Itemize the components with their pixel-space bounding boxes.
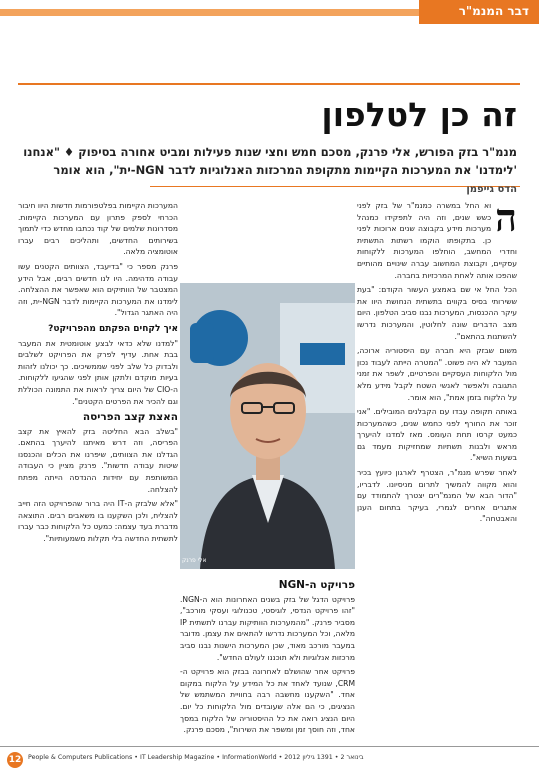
subheading-ngn: פרויקט ה-NGN bbox=[278, 579, 355, 591]
paragraph: "אלא שלבזק ה-IT היה ברור שהפרויקט הזה חייב להצליח, ולכן השקענו בו משאבים רבים. התוצאה מדברת בעד עצמה: כמעט כל הלקוחות כבר עברו לתשתית החדשה בלי תקלות משמעותיות". bbox=[18, 499, 178, 544]
paragraph: משום שבזק היא חברה עם היסטוריה ארוכה, המעבר לא היה פשוט. "המטרה הייתה לעבוד נכון מול הלקוחות העסקיים והפרטיים, לשפר את זמני התגובה ולאפשר לאנשי השטח לקבל מידע מלא על הלקוח בזמן אמת", הוא אומר. bbox=[357, 346, 517, 402]
paragraph: פרויקט אחר שהושלם לאחרונה בבזק הוא פרויקט ה-CRM, שנועד לאחד את כל המידע על הלקוח במקום אחד. "השקענו מחשבה רבה בחוויית המשתמש של הנציגים, כי הם אלה שעובדים מול הלקוחות כל יום. היום הנציג רואה את כל ההיסטוריה של הלקוח במסך אחד, וזה חוסך זמן ומשפר את השירות", מסכם פרנק. bbox=[180, 667, 355, 735]
paragraph: "למדנו שלא כדאי לבצע אוטומטית את המעבר בבת אחת. עדיף לפרק את הפרויקט לשלבים ולבדוק כל שלב לפני שממשיכים. כך יכולנו לזהות בעיות מוקדם ולתקן אותן לפני שהגיעו ללקוחות. ה-CIO של היום צריך לראות את התמונה הכוללת וגם להכיר את הפרטים הקטנים". bbox=[18, 338, 178, 406]
section-header-bar bbox=[0, 0, 539, 24]
section-label-box bbox=[419, 0, 539, 24]
photo-caption: אלי פרנק bbox=[182, 557, 207, 564]
byline: הדס גייפמן bbox=[466, 184, 517, 195]
article-column-left bbox=[18, 200, 178, 745]
paragraph: באותה תקופה עבדו עם הקבלנים המובילים. "אני זוכר את החורף לפני כחמש שנים, כשהמערכות כמעט קרסו תחת העומס. מאז למדנו להיערך מראש ולבנות תשתיות שמחזיקות מעמד גם בשעות השיא". bbox=[357, 407, 517, 463]
drop-cap: ה bbox=[495, 195, 517, 240]
headline: זה כן לטלפון bbox=[321, 95, 517, 134]
portrait-illustration bbox=[180, 283, 355, 569]
subheading-lessons: איך לקחים הפקתם מהפרויקט? bbox=[48, 323, 178, 334]
paragraph: הכל החל אי שם באמצע העשור הקודם: "בעת ששירותי בסיס בקווים בתשתית הנחושת היוו את עיקר ההכנסות, המערכות נבנו סביב הטלפון. היום מצב הדברים שונה לחלוטין, והמערכות נדרשו להשתנות בהתאם". bbox=[357, 285, 517, 341]
lead-paragraph: מנמ"ר בזק הפורש, אלי פרנק, מסכם חמש וחצי שנות פעילות ומביט אחורה בסיפוק ♦ "אנחנו 'לימדנו' את המערכות הקיימות מתקופת המרכזות האנלוגיות לדבר NGN-ית", הוא אומר bbox=[23, 145, 517, 177]
paragraph: ה וא החל במשרה כמנמ"ר של בזק לפני כשש שנים, וזה היה לתפקידו כמנהל מערכות מידע בקבוצה שנים ארוכות לפני כן. בתקופתו הוקמו רשתות התשתית וחדרי המחשב, הוחלפו המערכות ללקוחות עסקיים, וקבוצת המחשוב עברה שינויים מהותיים שהפכו אותה לאחת המרכזיות בחברה. bbox=[357, 195, 517, 280]
article-column-middle bbox=[180, 575, 355, 745]
footer-credits: People & Computers Publications • IT Leadership Magazine • InformationWorld • 2012 בינואר 2 • 1391 גיליון bbox=[28, 754, 364, 761]
paragraph: לאחר שפרש מנמ"ר, הצטרף לארגון כיועץ בכיר והוא מקווה להמשיך לתרום מניסיונו. לדבריו, "הדור הבא של המנמ"רים יצטרך להתמודד עם אתגרים אחרים לגמרי, בעיקר בתחום הענן והאבטחה". bbox=[357, 468, 517, 524]
footer-rule bbox=[0, 746, 539, 747]
paragraph: פרנק מספר כי "בדיעבד, הצוותים הקטנים עשו עבודה מדהימה. היו לנו חדשים רבים, אבל הידע המצטבר של הוותיקים הוא שאפשר את ההצלחה. לימדנו את המערכות הקיימות לדבר NGN-ית, וזה היה האתגר הגדול". bbox=[18, 261, 178, 318]
portrait-photo bbox=[180, 283, 355, 569]
header-stripe bbox=[0, 9, 419, 16]
paragraph: פרויקט הדגל של בזק בשנים האחרונות הוא ה-NGN. "זהו פרויקט הנדסי, לוגיסטי, טכנולוגי ועסקי מורכב", מסביר פרנק. "מהמערכות הוותיקות עברנו לתשתית IP מלאה, וכל המערכות נדרשו להתאים את עצמן. מדובר במעבר מורכב מאוד, שכן המערכות הישנות נבנו סביב מרכזות אנלוגיות ולא תוכננו לעולם החדש". bbox=[180, 594, 355, 662]
subheading-deployment: האצת קצב הפריסה bbox=[82, 411, 178, 424]
article-column-right bbox=[357, 195, 517, 745]
paragraph: המערכות הקיימות בפלטפורמות חדשות היוו חיבור הכרחי לספק פתרון עם המערכות הקיימות. מסדרונות שלמים של קוד נכתבו מחדש כדי לתמוך בשירותים החדשים, ותהליכים רבים עברו אוטומציה מלאה. bbox=[18, 201, 178, 257]
top-rule bbox=[18, 83, 520, 85]
section-label: דבר המנמ"ר bbox=[458, 4, 529, 18]
paragraph: "בשלב הבא החליטה בזק להאיץ את קצב הפריסה, וזה דרש מאיתנו להיערך בהתאם. הגדלנו את הצוותים, שיפרנו את הכלים והכנסנו שיטות עבודה חדשות". פרנק מציין כי העבודה המשותפת עם יחידות ההנדסה הייתה מפתח להצלחה. bbox=[18, 426, 178, 494]
page-number: 12 bbox=[7, 752, 23, 768]
